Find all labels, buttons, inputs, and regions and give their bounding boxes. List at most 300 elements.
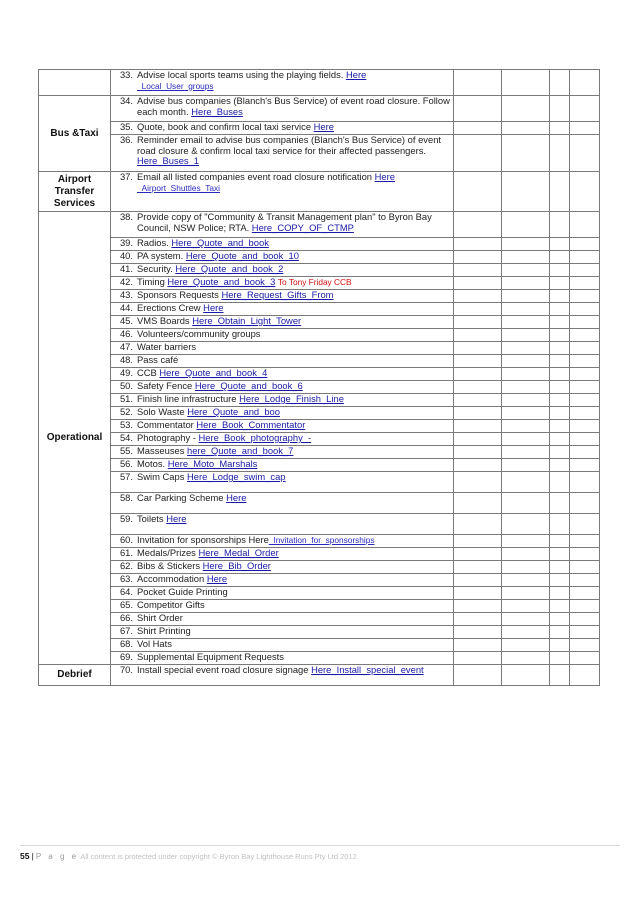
empty-status-cell [570, 394, 600, 407]
task-cell [111, 238, 454, 251]
table-row [39, 264, 600, 277]
empty-status-cell [550, 472, 570, 493]
task-number: 50. [119, 380, 133, 391]
task-number: 64. [119, 586, 133, 597]
empty-status-cell [550, 135, 570, 172]
empty-status-cell [454, 514, 502, 535]
empty-status-cell [502, 381, 550, 394]
task-cell [111, 639, 454, 652]
task-cell [111, 342, 454, 355]
empty-status-cell [502, 626, 550, 639]
empty-status-cell [570, 342, 600, 355]
empty-status-cell [502, 459, 550, 472]
empty-status-cell [550, 329, 570, 342]
empty-status-cell [570, 303, 600, 316]
empty-status-cell [454, 587, 502, 600]
empty-status-cell [454, 122, 502, 135]
task-cell [111, 368, 454, 381]
task-text: CCB [137, 367, 157, 378]
task-cell [111, 355, 454, 368]
empty-status-cell [550, 459, 570, 472]
empty-status-cell [550, 665, 570, 686]
task-cell [111, 665, 454, 686]
empty-status-cell [454, 613, 502, 626]
empty-status-cell [570, 446, 600, 459]
category-cell [39, 70, 111, 96]
task-text: Water barriers [137, 341, 197, 352]
task-number: 36. [119, 134, 133, 145]
empty-status-cell [570, 368, 600, 381]
table-row [39, 238, 600, 251]
task-text: Solo Waste [137, 406, 185, 417]
task-cell [111, 514, 454, 535]
empty-status-cell [454, 561, 502, 574]
table-row [39, 574, 600, 587]
empty-status-cell [502, 394, 550, 407]
empty-status-cell [502, 472, 550, 493]
task-number: 46. [119, 328, 133, 339]
task-link[interactable]: Here_Book_photography_- [198, 432, 312, 443]
empty-status-cell [570, 316, 600, 329]
table-row [39, 433, 600, 446]
empty-status-cell [454, 277, 502, 290]
empty-status-cell [570, 433, 600, 446]
empty-status-cell [550, 613, 570, 626]
empty-status-cell [550, 342, 570, 355]
empty-status-cell [550, 652, 570, 665]
task-text: Commentator [137, 419, 194, 430]
task-number: 47. [119, 341, 133, 352]
empty-status-cell [570, 70, 600, 96]
task-link[interactable]: Here_Buses_1 [137, 155, 200, 167]
empty-status-cell [550, 548, 570, 561]
task-text: Radios. [137, 237, 169, 248]
task-cell [111, 329, 454, 342]
empty-status-cell [550, 446, 570, 459]
empty-status-cell [570, 587, 600, 600]
empty-status-cell [570, 626, 600, 639]
task-text: Shirt Order [137, 612, 183, 623]
empty-status-cell [502, 264, 550, 277]
table-row [39, 135, 600, 172]
task-text: Masseuses [137, 445, 185, 456]
task-number: 61. [119, 547, 133, 558]
table-row [39, 329, 600, 342]
task-text: Advise local sports teams using the playing fields. [137, 69, 344, 80]
empty-status-cell [550, 172, 570, 212]
task-text: Finish line infrastructure [137, 393, 237, 404]
table-row [39, 251, 600, 264]
task-number: 70. [119, 664, 133, 675]
empty-status-cell [502, 251, 550, 264]
empty-status-cell [550, 626, 570, 639]
task-link[interactable]: Here [313, 121, 334, 132]
empty-status-cell [550, 394, 570, 407]
empty-status-cell [454, 472, 502, 493]
task-note: To Tony Friday CCB [277, 277, 352, 287]
task-cell [111, 613, 454, 626]
task-number: 45. [119, 315, 133, 326]
empty-status-cell [502, 535, 550, 548]
task-cell [111, 626, 454, 639]
task-link[interactable]: here_Quote_and_book_7 [187, 445, 294, 456]
task-number: 63. [119, 573, 133, 584]
table-row [39, 394, 600, 407]
task-number: 56. [119, 458, 133, 469]
task-cell [111, 303, 454, 316]
task-cell [111, 212, 454, 238]
empty-status-cell [550, 303, 570, 316]
task-number: 57. [119, 471, 133, 482]
empty-status-cell [570, 561, 600, 574]
empty-status-cell [570, 135, 600, 172]
table-row [39, 290, 600, 303]
empty-status-cell [570, 420, 600, 433]
task-link[interactable]: Here_Book_Commentator [196, 419, 306, 430]
task-number: 39. [119, 237, 133, 248]
task-cell [111, 574, 454, 587]
empty-status-cell [502, 574, 550, 587]
task-text: Sponsors Requests [137, 289, 219, 300]
task-text: Timing [137, 276, 165, 287]
task-link[interactable]: Here_Buses [191, 105, 243, 117]
empty-status-cell [502, 238, 550, 251]
empty-status-cell [454, 316, 502, 329]
task-link[interactable]: Here [166, 513, 187, 524]
task-link[interactable]: Here_Quote_and_book_3 [167, 276, 276, 287]
task-cell [111, 652, 454, 665]
empty-status-cell [570, 600, 600, 613]
task-link[interactable]: Here_Quote_and_boo [187, 406, 280, 417]
task-link[interactable]: Here_Quote_and_book_2 [175, 263, 284, 274]
task-text: Quote, book and confirm local taxi service [137, 121, 312, 132]
task-number: 35. [119, 121, 133, 132]
empty-status-cell [502, 172, 550, 212]
empty-status-cell [454, 665, 502, 686]
empty-status-cell [454, 459, 502, 472]
empty-status-cell [550, 70, 570, 96]
task-number: 38. [119, 211, 133, 222]
empty-status-cell [454, 342, 502, 355]
empty-status-cell [570, 212, 600, 238]
category-cell: Operational [39, 212, 111, 665]
task-text: Accommodation [137, 573, 205, 584]
task-text: Pocket Guide Printing [137, 586, 228, 597]
task-number: 59. [119, 513, 133, 524]
table-row [39, 342, 600, 355]
empty-status-cell [570, 290, 600, 303]
empty-status-cell [570, 122, 600, 135]
empty-status-cell [454, 381, 502, 394]
table-row [39, 493, 600, 514]
task-cell [111, 316, 454, 329]
task-link[interactable]: Here [374, 171, 395, 182]
empty-status-cell [550, 316, 570, 329]
task-link-reference[interactable]: _Airport_Shuttles_Taxi [137, 182, 221, 193]
task-cell [111, 600, 454, 613]
task-text: Email all listed companies event road closure notification [137, 171, 373, 182]
task-link[interactable]: Here_Medal_Order [198, 547, 279, 558]
task-text: Motos. [137, 458, 166, 469]
empty-status-cell [550, 290, 570, 303]
empty-status-cell [570, 535, 600, 548]
task-cell [111, 381, 454, 394]
task-text: Erections Crew [137, 302, 201, 313]
task-number: 40. [119, 250, 133, 261]
copyright-notice: All content is protected under copyright © Byron Bay Lighthouse Runs Pty Ltd 2012 [80, 852, 357, 861]
task-cell [111, 459, 454, 472]
empty-status-cell [502, 407, 550, 420]
task-cell [111, 561, 454, 574]
empty-status-cell [570, 459, 600, 472]
task-link[interactable]: Here [206, 573, 228, 584]
empty-status-cell [454, 433, 502, 446]
table-row [39, 381, 600, 394]
task-number: 37. [119, 171, 133, 182]
empty-status-cell [454, 535, 502, 548]
task-cell [111, 172, 454, 212]
empty-status-cell [454, 394, 502, 407]
task-text: VMS Boards [137, 315, 190, 326]
table-row [39, 420, 600, 433]
empty-status-cell [454, 407, 502, 420]
task-table [38, 69, 600, 686]
task-cell [111, 446, 454, 459]
empty-status-cell [570, 665, 600, 686]
table-row [39, 639, 600, 652]
empty-status-cell [502, 587, 550, 600]
category-cell: Bus &Taxi [39, 96, 111, 172]
task-cell [111, 135, 454, 172]
empty-status-cell [570, 574, 600, 587]
task-number: 67. [119, 625, 133, 636]
task-link[interactable]: Here_Quote_and_book_6 [194, 380, 303, 391]
task-cell [111, 420, 454, 433]
task-text: Vol Hats [137, 638, 172, 649]
empty-status-cell [550, 122, 570, 135]
empty-status-cell [454, 238, 502, 251]
empty-status-cell [570, 329, 600, 342]
table-row [39, 277, 600, 290]
task-link[interactable]: Here_Quote_and_book_10 [185, 250, 299, 261]
empty-status-cell [570, 277, 600, 290]
empty-status-cell [570, 381, 600, 394]
table-row [39, 613, 600, 626]
task-link[interactable]: Here [203, 302, 224, 313]
task-number: 51. [119, 393, 133, 404]
table-row [39, 172, 600, 212]
task-cell [111, 251, 454, 264]
empty-status-cell [454, 652, 502, 665]
task-link[interactable]: Here_Bib_Order [202, 560, 271, 571]
task-cell [111, 587, 454, 600]
task-number: 48. [119, 354, 133, 365]
task-text: Invitation for sponsorships Here [137, 534, 269, 545]
empty-status-cell [454, 70, 502, 96]
task-cell [111, 407, 454, 420]
task-link[interactable]: Here_Lodge_swim_cap [187, 471, 286, 482]
empty-status-cell [550, 264, 570, 277]
empty-status-cell [454, 96, 502, 122]
empty-status-cell [502, 342, 550, 355]
empty-status-cell [570, 96, 600, 122]
category-cell: Debrief [39, 665, 111, 686]
table-row [39, 446, 600, 459]
task-text: Advise bus companies (Blanch's Bus Service) of event road closure. Follow each month. [137, 95, 450, 117]
task-link[interactable]: Here_Lodge_Finish_Line [239, 393, 344, 404]
empty-status-cell [502, 613, 550, 626]
footer-separator: | [31, 851, 34, 861]
empty-status-cell [454, 600, 502, 613]
page-footer [20, 845, 620, 861]
empty-status-cell [502, 420, 550, 433]
empty-status-cell [550, 355, 570, 368]
table-row [39, 212, 600, 238]
empty-status-cell [502, 446, 550, 459]
empty-status-cell [550, 493, 570, 514]
empty-status-cell [454, 251, 502, 264]
task-cell [111, 277, 454, 290]
task-text: Provide copy of "Community & Transit Management plan" to Byron Bay Council, NSW Police; RTA. [137, 211, 432, 233]
task-number: 66. [119, 612, 133, 623]
empty-status-cell [570, 264, 600, 277]
empty-status-cell [570, 251, 600, 264]
table-row [39, 368, 600, 381]
task-cell [111, 493, 454, 514]
page-word: P a g e [35, 852, 79, 861]
task-number: 52. [119, 406, 133, 417]
empty-status-cell [550, 381, 570, 394]
empty-status-cell [454, 446, 502, 459]
empty-status-cell [454, 135, 502, 172]
task-number: 58. [119, 492, 133, 503]
task-text: Volunteers/community groups [137, 328, 261, 339]
empty-status-cell [550, 212, 570, 238]
empty-status-cell [550, 535, 570, 548]
task-number: 34. [119, 95, 133, 106]
table-row [39, 122, 600, 135]
empty-status-cell [454, 420, 502, 433]
empty-status-cell [550, 433, 570, 446]
empty-status-cell [454, 574, 502, 587]
empty-status-cell [550, 587, 570, 600]
page-number: 55 [20, 851, 30, 861]
empty-status-cell [570, 548, 600, 561]
empty-status-cell [454, 172, 502, 212]
task-link[interactable]: Here [226, 492, 247, 503]
empty-status-cell [502, 277, 550, 290]
task-text: Toilets [137, 513, 164, 524]
empty-status-cell [454, 264, 502, 277]
task-link-reference[interactable]: _Invitation_for_sponsorships [268, 535, 375, 545]
task-number: 42. [119, 276, 133, 287]
empty-status-cell [502, 303, 550, 316]
task-text: PA system. [137, 250, 184, 261]
table-row [39, 548, 600, 561]
table-row [39, 535, 600, 548]
table-row [39, 316, 600, 329]
empty-status-cell [570, 172, 600, 212]
task-number: 54. [119, 432, 133, 443]
empty-status-cell [454, 355, 502, 368]
empty-status-cell [550, 407, 570, 420]
task-link[interactable]: Here_Moto_Marshals [167, 458, 258, 469]
task-number: 41. [119, 263, 133, 274]
task-link[interactable]: Here_Request_Gifts_From [221, 289, 334, 300]
empty-status-cell [502, 329, 550, 342]
table-row [39, 600, 600, 613]
empty-status-cell [454, 303, 502, 316]
task-number: 53. [119, 419, 133, 430]
empty-status-cell [454, 368, 502, 381]
task-link[interactable]: Here_Install_special_event [311, 664, 424, 675]
task-number: 69. [119, 651, 133, 662]
empty-status-cell [570, 514, 600, 535]
task-text: Photography - [137, 432, 196, 443]
empty-status-cell [502, 212, 550, 238]
table-row [39, 303, 600, 316]
empty-status-cell [502, 355, 550, 368]
empty-status-cell [454, 329, 502, 342]
task-cell [111, 290, 454, 303]
task-text: Bibs & Stickers [137, 560, 201, 571]
empty-status-cell [502, 316, 550, 329]
empty-status-cell [502, 665, 550, 686]
empty-status-cell [570, 355, 600, 368]
empty-status-cell [454, 493, 502, 514]
task-number: 43. [119, 289, 133, 300]
task-number: 44. [119, 302, 133, 313]
task-cell [111, 264, 454, 277]
empty-status-cell [550, 561, 570, 574]
task-number: 62. [119, 560, 133, 571]
empty-status-cell [570, 639, 600, 652]
task-text: Pass café [137, 354, 179, 365]
empty-status-cell [550, 600, 570, 613]
empty-status-cell [454, 212, 502, 238]
task-link-reference[interactable]: _Local_User_groups [137, 80, 214, 91]
empty-status-cell [550, 277, 570, 290]
task-link[interactable]: Here_Quote_and_book_4 [159, 367, 268, 378]
empty-status-cell [550, 238, 570, 251]
task-number: 55. [119, 445, 133, 456]
empty-status-cell [550, 96, 570, 122]
empty-status-cell [570, 613, 600, 626]
task-link[interactable]: Here [345, 69, 367, 80]
empty-status-cell [502, 135, 550, 172]
task-link[interactable]: Here_Obtain_Light_Tower [192, 315, 302, 326]
task-number: 60. [119, 534, 133, 545]
task-link[interactable]: Here_Quote_and_book [171, 237, 269, 248]
task-text: Safety Fence [137, 380, 193, 391]
empty-status-cell [550, 514, 570, 535]
table-row [39, 355, 600, 368]
empty-status-cell [570, 493, 600, 514]
table-row [39, 96, 600, 122]
task-cell [111, 70, 454, 96]
empty-status-cell [550, 639, 570, 652]
task-text: Competitor Gifts [137, 599, 205, 610]
table-row [39, 626, 600, 639]
task-text: Medals/Prizes [137, 547, 196, 558]
empty-status-cell [550, 368, 570, 381]
task-link[interactable]: Here_COPY_OF_CTMP [251, 221, 354, 233]
task-cell [111, 535, 454, 548]
empty-status-cell [550, 251, 570, 264]
table-row [39, 665, 600, 686]
empty-status-cell [454, 548, 502, 561]
task-text: Supplemental Equipment Requests [137, 651, 284, 662]
